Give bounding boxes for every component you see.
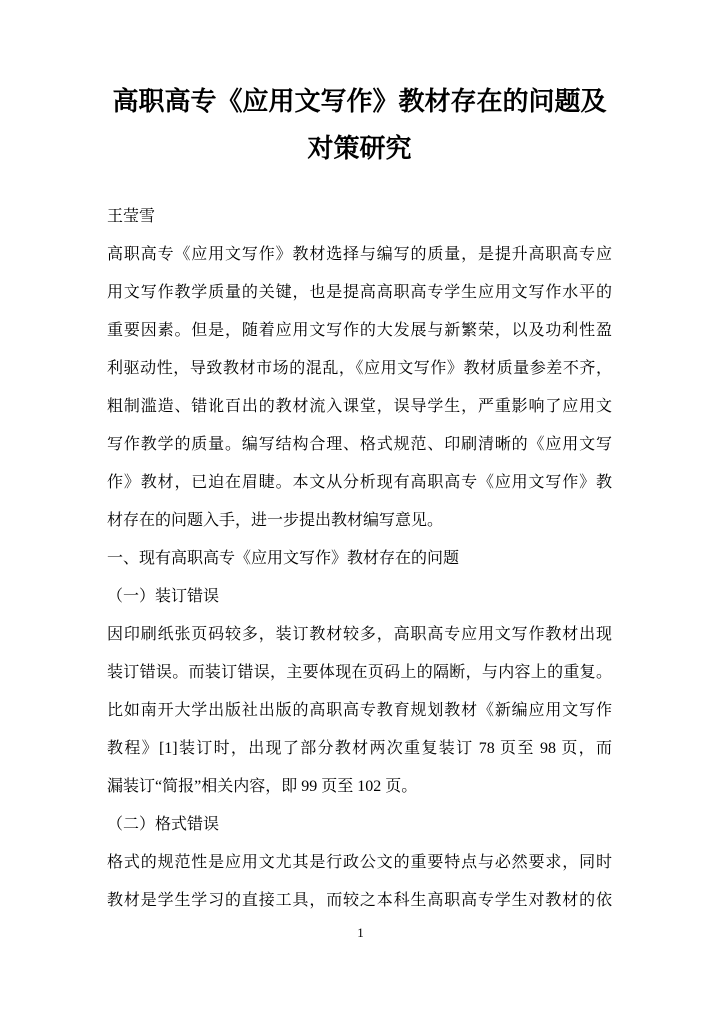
body-line: 装订错误。而装订错误，主要体现在页码上的隔断，与内容上的重复。 [107,664,612,681]
body-line: 材存在的问题入手，进一步提出教材编写意见。 [107,512,444,529]
body-line: 用文写作教学质量的关键，也是提高高职高专学生应用文写作水平的 [107,284,612,301]
body-line: 重要因素。但是，随着应用文写作的大发展与新繁荣，以及功利性盈 [107,322,612,339]
body-line: 粗制滥造、错讹百出的教材流入课堂，误导学生，严重影响了应用文 [107,398,612,415]
author: 王莹雪 [107,208,156,225]
body-line: 因印刷纸张页码较多，装订教材较多，高职高专应用文写作教材出现 [107,626,612,643]
body-line: 教材是学生学习的直接工具，而较之本科生高职高专学生对教材的依 [107,892,612,909]
body-line: 利驱动性，导致教材市场的混乱，《应用文写作》教材质量参差不齐， [107,360,612,377]
body-line: 作》教材，已迫在眉睫。本文从分析现有高职高专《应用文写作》教 [107,474,612,491]
body-line: 高职高专《应用文写作》教材选择与编写的质量，是提升高职高专应 [107,246,612,263]
document-body [107,198,612,920]
body-line: 教程》[1]装订时，出现了部分教材两次重复装订 78 页至 98 页，而 [107,740,612,757]
section-heading: 一、现有高职高专《应用文写作》教材存在的问题 [107,550,460,567]
body-line: 写作教学的质量。编写结构合理、格式规范、印刷清晰的《应用文写 [107,436,612,453]
section-heading: （二）格式错误 [107,816,220,833]
body-line: 漏装订“简报”相关内容，即 99 页至 102 页。 [107,778,418,795]
section-heading: （一）装订错误 [107,588,220,605]
document-title [107,78,612,172]
body-line: 格式的规范性是应用文尤其是行政公文的重要特点与必然要求，同时 [107,854,612,871]
title-line-1: 高职高专《应用文写作》教材存在的问题及 [112,87,607,116]
body-line: 比如南开大学出版社出版的高职高专教育规划教材《新编应用文写作 [107,702,612,719]
title-line-2: 对策研究 [307,134,412,163]
page-number: 1 [357,925,364,940]
